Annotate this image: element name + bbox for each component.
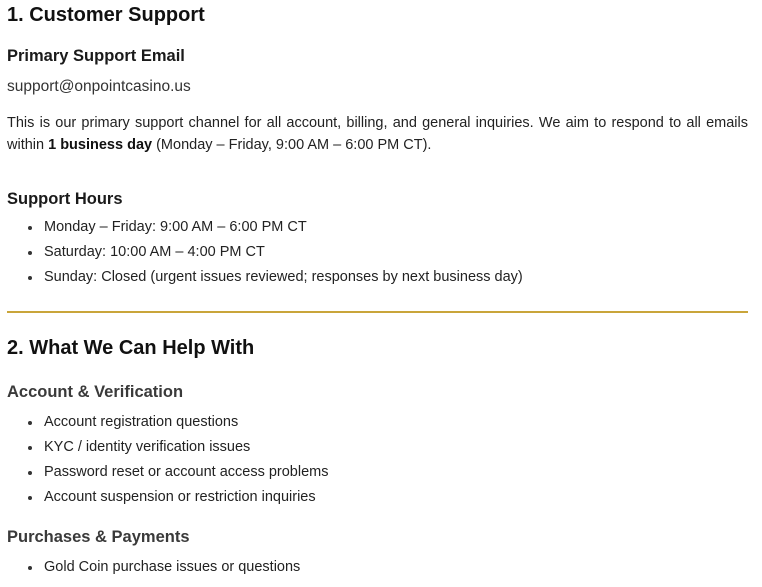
- support-hours-list: [22, 215, 523, 290]
- purchases-payments-list: [22, 555, 300, 580]
- list-item: KYC / identity verification issues: [22, 435, 329, 460]
- purchases-payments-heading: Purchases & Payments: [7, 528, 190, 546]
- list-item: Sunday: Closed (urgent issues reviewed; responses by next business day): [22, 265, 523, 290]
- list-item: Password reset or account access problems: [22, 460, 329, 485]
- primary-email-heading: Primary Support Email: [7, 47, 185, 65]
- list-item: Gold Coin purchase issues or questions: [22, 555, 300, 580]
- response-time-bold: 1 business day: [48, 137, 153, 153]
- help-section-title: 2. What We Can Help With: [7, 337, 255, 359]
- support-email: support@onpointcasino.us: [7, 78, 191, 95]
- support-description: [7, 112, 748, 156]
- account-verification-list: [22, 410, 329, 510]
- support-description-hours: (Monday – Friday, 9:00 AM – 6:00 PM CT).: [152, 137, 432, 153]
- list-item: Account registration questions: [22, 410, 329, 435]
- support-description-text: This is our primary support channel for all account, billing, and general inquiries. We aim to respond to all emails within: [7, 115, 748, 153]
- list-item: Account suspension or restriction inquiries: [22, 485, 329, 510]
- support-hours-heading: Support Hours: [7, 190, 123, 208]
- account-verification-heading: Account & Verification: [7, 383, 184, 401]
- section-divider: [7, 311, 748, 313]
- list-item: Saturday: 10:00 AM – 4:00 PM CT: [22, 240, 523, 265]
- customer-support-title: 1. Customer Support: [7, 4, 205, 26]
- list-item: Monday – Friday: 9:00 AM – 6:00 PM CT: [22, 215, 523, 240]
